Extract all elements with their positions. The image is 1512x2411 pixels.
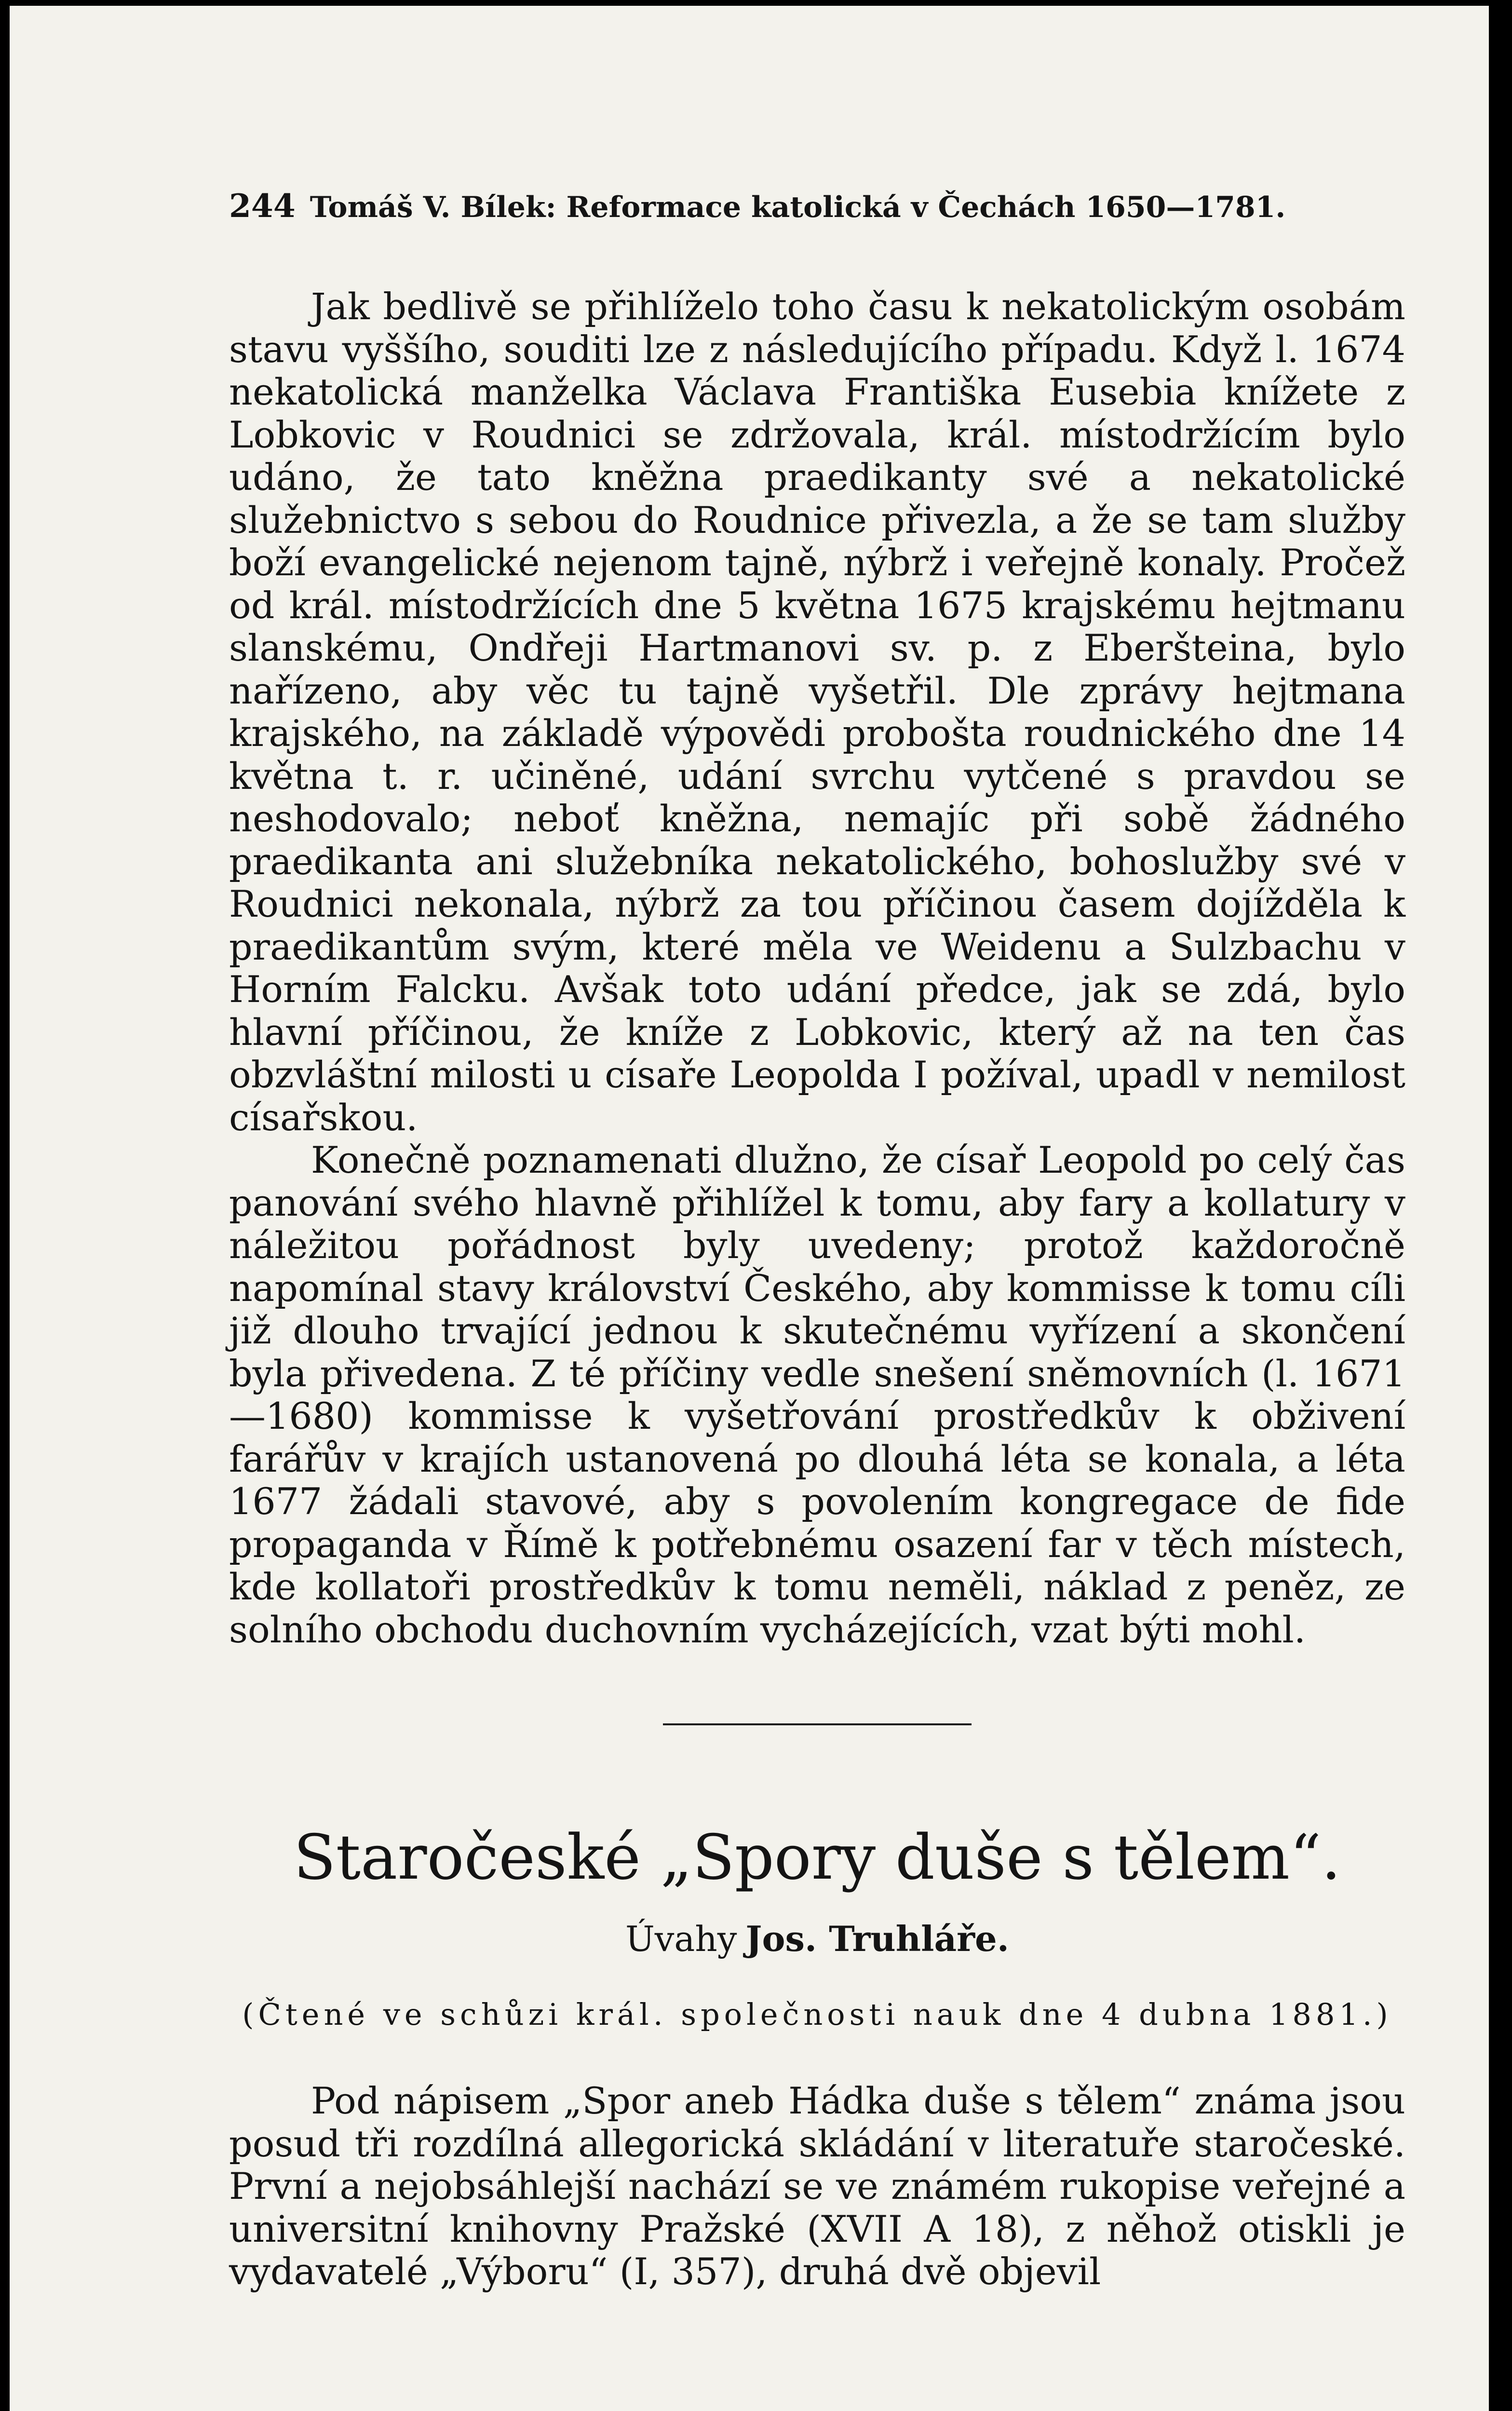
article-author: [229, 1917, 1405, 1961]
reading-note: (Čtené ve schůzi král. společnosti nauk dne 4 dubna 1881.): [242, 1997, 1392, 2032]
paragraph-lobkovic-case: Jak bedlivě se přihlíželo toho času k nekatolickým osobám stavu vyššího, souditi lze z následujícího případu. Když l. 1674 nekatolická manželka Václava Františka Eusebia knížete z Lobkovic v Roudnici se zdržovala, král. místodržícím bylo udáno, že tato kněžna praedikanty své a nekatolické služebnictvo s sebou do Roudnice přivezla, a že se tam služby boží evangelické nejenom tajně, nýbrž i veřejně konaly. Pročež od král. místodržících dne 5 května 1675 krajskému hejtmanu slanskému, Ondřeji Hartmanovi sv. p. z Eberšteina, bylo nařízeno, aby věc tu tajně vyšetřil. Dle zprávy hejtmana krajského, na základě výpovědi probošta roudnického dne 14 května t. r. učiněné, udání svrchu vytčené s pravdou se neshodovalo; neboť kněžna, nemajíc při sobě žádného praedikanta ani služebníka nekatolického, bohoslužby své v Roudnici nekonala, nýbrž za tou příčinou časem dojížděla k praedikantům svým, které měla ve Weidenu a Sulzbachu v Horním Falcku. Avšak toto udání předce, jak se zdá, bylo hlavní příčinou, že kníže z Lobkovic, který až na ten čas obzvláštní milosti u císaře Leopolda I požíval, upadl v nemilost císařskou.: [229, 285, 1405, 1139]
running-head: [229, 189, 1405, 228]
section-divider: [663, 1723, 972, 1725]
text-column: [229, 189, 1405, 2293]
paragraph-leopold-parishes: Konečně poznamenati dlužno, že císař Leopold po celý čas panování svého hlavně přihlížel k tomu, aby fary a kollatury v náležitou pořádnost byly uvedeny; protož každoročně napomínal stavy království Českého, aby kommisse k tomu cíli již dlouho trvající jednou k skutečnému vyřízení a skončení byla přivedena. Z té příčiny vedle snešení sněmovních (l. 1671—1680) kommisse k vyšetřování prostředkův k obživení farářův v krajích ustanovená po dlouhá léta se konala, a léta 1677 žádali stavové, aby s povolením kongregace de fide propaganda v Římě k potřebnému osazení far v těch místech, kde kollatoři prostředkův k tomu neměli, náklad z peněz, ze solního obchodu duchovním vycházejících, vzat býti mohl.: [229, 1138, 1405, 1651]
page-number: 244: [229, 187, 296, 225]
author-label: Úvahy: [625, 1919, 737, 1959]
article-title: Staročeské „Spory duše s tělem“.: [293, 1822, 1341, 1894]
author-name: Jos. Truhláře.: [745, 1918, 1009, 1959]
book-page: [10, 6, 1489, 2411]
running-head-title: Tomáš V. Bílek: Reformace katolická v Čechách 1650—1781.: [310, 190, 1286, 224]
article-first-paragraph: Pod nápisem „Spor aneb Hádka duše s tělem“ známa jsou posud tři rozdílná allegorická skládání v literatuře staročeské. První a nejobsáhlejší nachází se ve známém rukopise veřejné a universitní knihovny Pražské (XVII A 18), z něhož otiskli je vydavatelé „Výboru“ (I, 357), druhá dvě objevil: [229, 2079, 1405, 2293]
